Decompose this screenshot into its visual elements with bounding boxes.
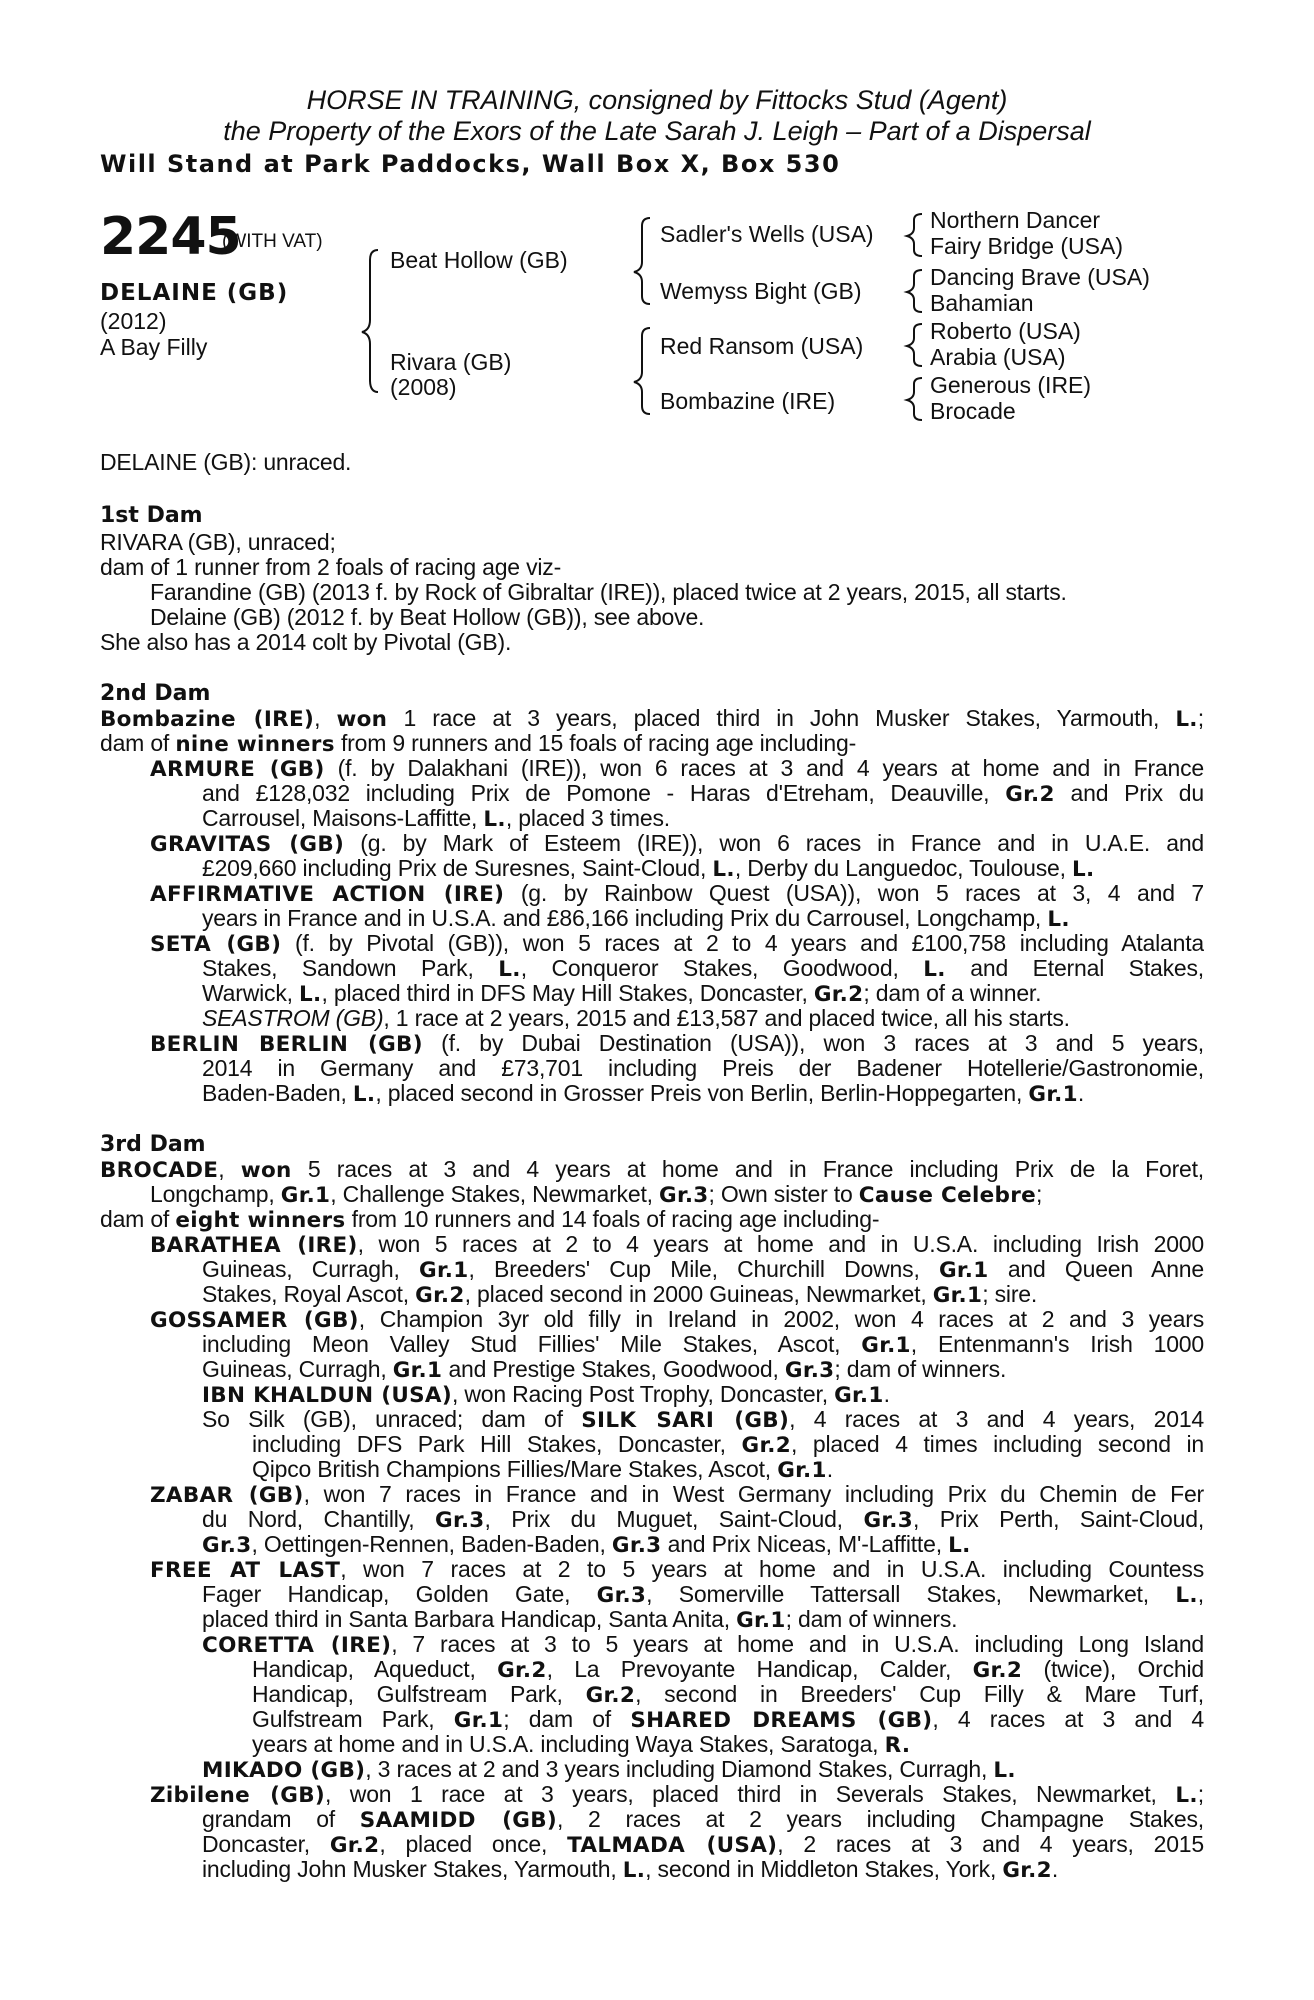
pedigree-braces [0,0,1314,440]
entry-so-silk: So Silk (GB), unraced; dam of SILK SARI (GB), 4 races at 3 and 4 years, 2014 [202,1407,1204,1433]
entry-zibilene-cont: including John Musker Stakes, Yarmouth, L., second in Middleton Stakes, York, Gr.2. [202,1856,1059,1883]
third-dam-heading: 3rd Dam [100,1132,206,1157]
entry-barathea: BARATHEA (IRE), won 5 races at 2 to 4 years at home and in U.S.A. including Irish 2000 [150,1232,1204,1258]
horse-year: (2012) [100,308,167,334]
first-dam-line: dam of 1 runner from 2 foals of racing age viz- [100,554,562,580]
third-dam-intro: BROCADE, won 5 races at 3 and 4 years at home and in France including Prix de la Foret, [100,1157,1204,1183]
entry-zabar: ZABAR (GB), won 7 races in France and in West Germany including Prix du Chemin de Fer [150,1482,1204,1508]
horse-name: DELAINE (GB) [100,280,289,306]
entry-so-silk-cont: including DFS Park Hill Stakes, Doncaster, Gr.2, placed 4 times including second in [252,1432,1204,1458]
pedigree-dam-year: (2008) [390,374,457,400]
entry-berlin-berlin-cont: 2014 in Germany and £73,701 including Preis der Badener Hotellerie/Gastronomie, [202,1056,1204,1081]
entry-affirmative-action: AFFIRMATIVE ACTION (IRE) (g. by Rainbow Quest (USA)), won 5 races at 3, 4 and 7 [150,881,1204,907]
third-dam-produce: dam of eight winners from 10 runners and 14 foals of racing age including- [100,1206,880,1233]
entry-ibn-khaldun: IBN KHALDUN (USA), won Racing Post Trophy, Doncaster, Gr.1. [202,1381,890,1408]
pedigree-dam-dam: Bombazine (IRE) [660,388,836,414]
brace-gen2-bottom [634,328,650,414]
entry-so-silk-cont: Qipco British Champions Fillies/Mare Stakes, Ascot, Gr.1. [252,1456,833,1483]
entry-berlin-berlin: BERLIN BERLIN (GB) (f. by Dubai Destination (USA)), won 3 races at 3 and 5 years, [150,1031,1204,1057]
property-line: the Property of the Exors of the Late Sarah J. Leigh – Part of a Dispersal [223,116,1091,146]
first-dam-line: Delaine (GB) (2012 f. by Beat Hollow (GB)), see above. [150,604,705,630]
first-dam-line: She also has a 2014 colt by Pivotal (GB). [100,629,512,655]
entry-seastrom: SEASTROM (GB), 1 race at 2 years, 2015 and £13,587 and placed twice, all his starts. [202,1005,1070,1031]
vat-label: (WITH VAT) [222,231,323,252]
entry-gravitas: GRAVITAS (GB) (g. by Mark of Esteem (IRE)), won 6 races in France and in U.A.E. and [150,831,1204,857]
pedigree-sss: Northern Dancer [930,207,1101,233]
pedigree-dsd: Arabia (USA) [930,344,1066,370]
second-dam-intro: Bombazine (IRE), won 1 race at 3 years, placed third in John Musker Stakes, Yarmouth, L.; [100,706,1204,732]
entry-free-at-last: FREE AT LAST, won 7 races at 2 to 5 years at home and in U.S.A. including Countess [150,1557,1204,1583]
entry-seta: SETA (GB) (f. by Pivotal (GB)), won 5 races at 2 to 4 years and £100,758 including Atalanta [150,931,1204,957]
entry-affirmative-action-cont: years in France and in U.S.A. and £86,166 including Prix du Carrousel, Longchamp, L. [202,905,1070,932]
pedigree-dss: Roberto (USA) [930,318,1081,344]
first-dam-heading: 1st Dam [100,503,203,528]
entry-seta-cont: Warwick, L., placed third in DFS May Hill Stakes, Doncaster, Gr.2; dam of a winner. [202,980,1042,1007]
entry-free-at-last-cont: Fager Handicap, Golden Gate, Gr.3, Somerville Tattersall Stakes, Newmarket, L., [202,1582,1204,1608]
entry-gravitas-cont: £209,660 including Prix de Suresnes, Saint-Cloud, L., Derby du Languedoc, Toulouse, L. [202,855,1095,882]
pedigree-dds: Generous (IRE) [930,372,1092,398]
third-dam-intro-cont: Longchamp, Gr.1, Challenge Stakes, Newmarket, Gr.3; Own sister to Cause Celebre; [150,1181,1043,1208]
entry-gossamer-cont: including Meon Valley Stud Fillies' Mile Stakes, Ascot, Gr.1, Entenmann's Irish 1000 [202,1332,1204,1358]
entry-zabar-cont: Gr.3, Oettingen-Rennen, Baden-Baden, Gr.3 and Prix Niceas, M'-Laffitte, L. [202,1531,971,1558]
entry-barathea-cont: Guineas, Curragh, Gr.1, Breeders' Cup Mile, Churchill Downs, Gr.1 and Queen Anne [202,1257,1204,1283]
pedigree-dam: Rivara (GB) [390,349,512,375]
entry-free-at-last-cont: placed third in Santa Barbara Handicap, Santa Anita, Gr.1; dam of winners. [202,1606,958,1633]
entry-gossamer-cont: Guineas, Curragh, Gr.1 and Prestige Stakes, Goodwood, Gr.3; dam of winners. [202,1356,1007,1383]
entry-coretta-cont: Handicap, Gulfstream Park, Gr.2, second in Breeders' Cup Filly & Mare Turf, [252,1682,1204,1708]
horse-description: A Bay Filly [100,334,208,360]
entry-zabar-cont: du Nord, Chantilly, Gr.3, Prix du Muguet, Saint-Cloud, Gr.3, Prix Perth, Saint-Cloud, [202,1507,1204,1533]
brace-gen3-3 [907,324,922,366]
entry-coretta: CORETTA (IRE), 7 races at 3 to 5 years at home and in U.S.A. including Long Island [202,1632,1204,1658]
pedigree-dam-sire: Red Ransom (USA) [660,333,864,359]
brace-gen3-1 [907,214,922,256]
entry-coretta-cont: Gulfstream Park, Gr.1; dam of SHARED DREAMS (GB), 4 races at 3 and 4 [252,1707,1204,1733]
brace-gen3-2 [907,270,922,312]
entry-armure: ARMURE (GB) (f. by Dalakhani (IRE)), won 6 races at 3 and 4 years at home and in France [150,756,1204,782]
pedigree-ssd: Fairy Bridge (USA) [930,233,1123,259]
entry-zibilene-cont: Doncaster, Gr.2, placed once, TALMADA (USA), 2 races at 3 and 4 years, 2015 [202,1832,1204,1858]
race-record: DELAINE (GB): unraced. [100,449,352,475]
stand-line: Will Stand at Park Paddocks, Wall Box X, Box 530 [100,150,841,178]
entry-seta-cont: Stakes, Sandown Park, L., Conqueror Stakes, Goodwood, L. and Eternal Stakes, [202,956,1204,982]
entry-berlin-berlin-cont: Baden-Baden, L., placed second in Grosser Preis von Berlin, Berlin-Hoppegarten, Gr.1. [202,1080,1085,1107]
entry-coretta-cont: years at home and in U.S.A. including Waya Stakes, Saratoga, R. [252,1731,911,1758]
pedigree-sds: Dancing Brave (USA) [930,264,1150,290]
second-dam-produce: dam of nine winners from 9 runners and 15 foals of racing age including- [100,730,857,757]
entry-zibilene: Zibilene (GB), won 1 race at 3 years, placed third in Severals Stakes, Newmarket, L.; [150,1782,1204,1808]
entry-mikado: MIKADO (GB), 3 races at 2 and 3 years including Diamond Stakes, Curragh, L. [202,1756,1016,1783]
entry-coretta-cont: Handicap, Aqueduct, Gr.2, La Prevoyante Handicap, Calder, Gr.2 (twice), Orchid [252,1657,1204,1683]
pedigree-sire-dam: Wemyss Bight (GB) [660,278,862,304]
consignor-line: HORSE IN TRAINING, consigned by Fittocks Stud (Agent) [306,85,1008,115]
entry-zibilene-cont: grandam of SAAMIDD (GB), 2 races at 2 years including Champagne Stakes, [202,1807,1204,1833]
brace-gen1 [362,250,378,392]
brace-gen3-4 [907,378,922,420]
pedigree-sdd: Bahamian [930,290,1034,316]
pedigree-sire-sire: Sadler's Wells (USA) [660,221,874,247]
entry-gossamer: GOSSAMER (GB), Champion 3yr old filly in Ireland in 2002, won 4 races at 2 and 3 years [150,1307,1204,1333]
first-dam-line: Farandine (GB) (2013 f. by Rock of Gibraltar (IRE)), placed twice at 2 years, 2015, all starts. [150,579,1067,605]
entry-armure-cont: and £128,032 including Prix de Pomone - Haras d'Etreham, Deauville, Gr.2 and Prix du [202,781,1204,807]
pedigree-sire: Beat Hollow (GB) [390,247,568,273]
lot-number: 2245 [100,207,241,267]
entry-barathea-cont: Stakes, Royal Ascot, Gr.2, placed second in 2000 Guineas, Newmarket, Gr.1; sire. [202,1281,1038,1308]
brace-gen2-top [634,218,650,304]
first-dam-line: RIVARA (GB), unraced; [100,529,336,555]
second-dam-heading: 2nd Dam [100,681,211,706]
entry-armure-cont: Carrousel, Maisons-Laffitte, L., placed 3 times. [202,805,670,832]
pedigree-ddd: Brocade [930,398,1016,424]
